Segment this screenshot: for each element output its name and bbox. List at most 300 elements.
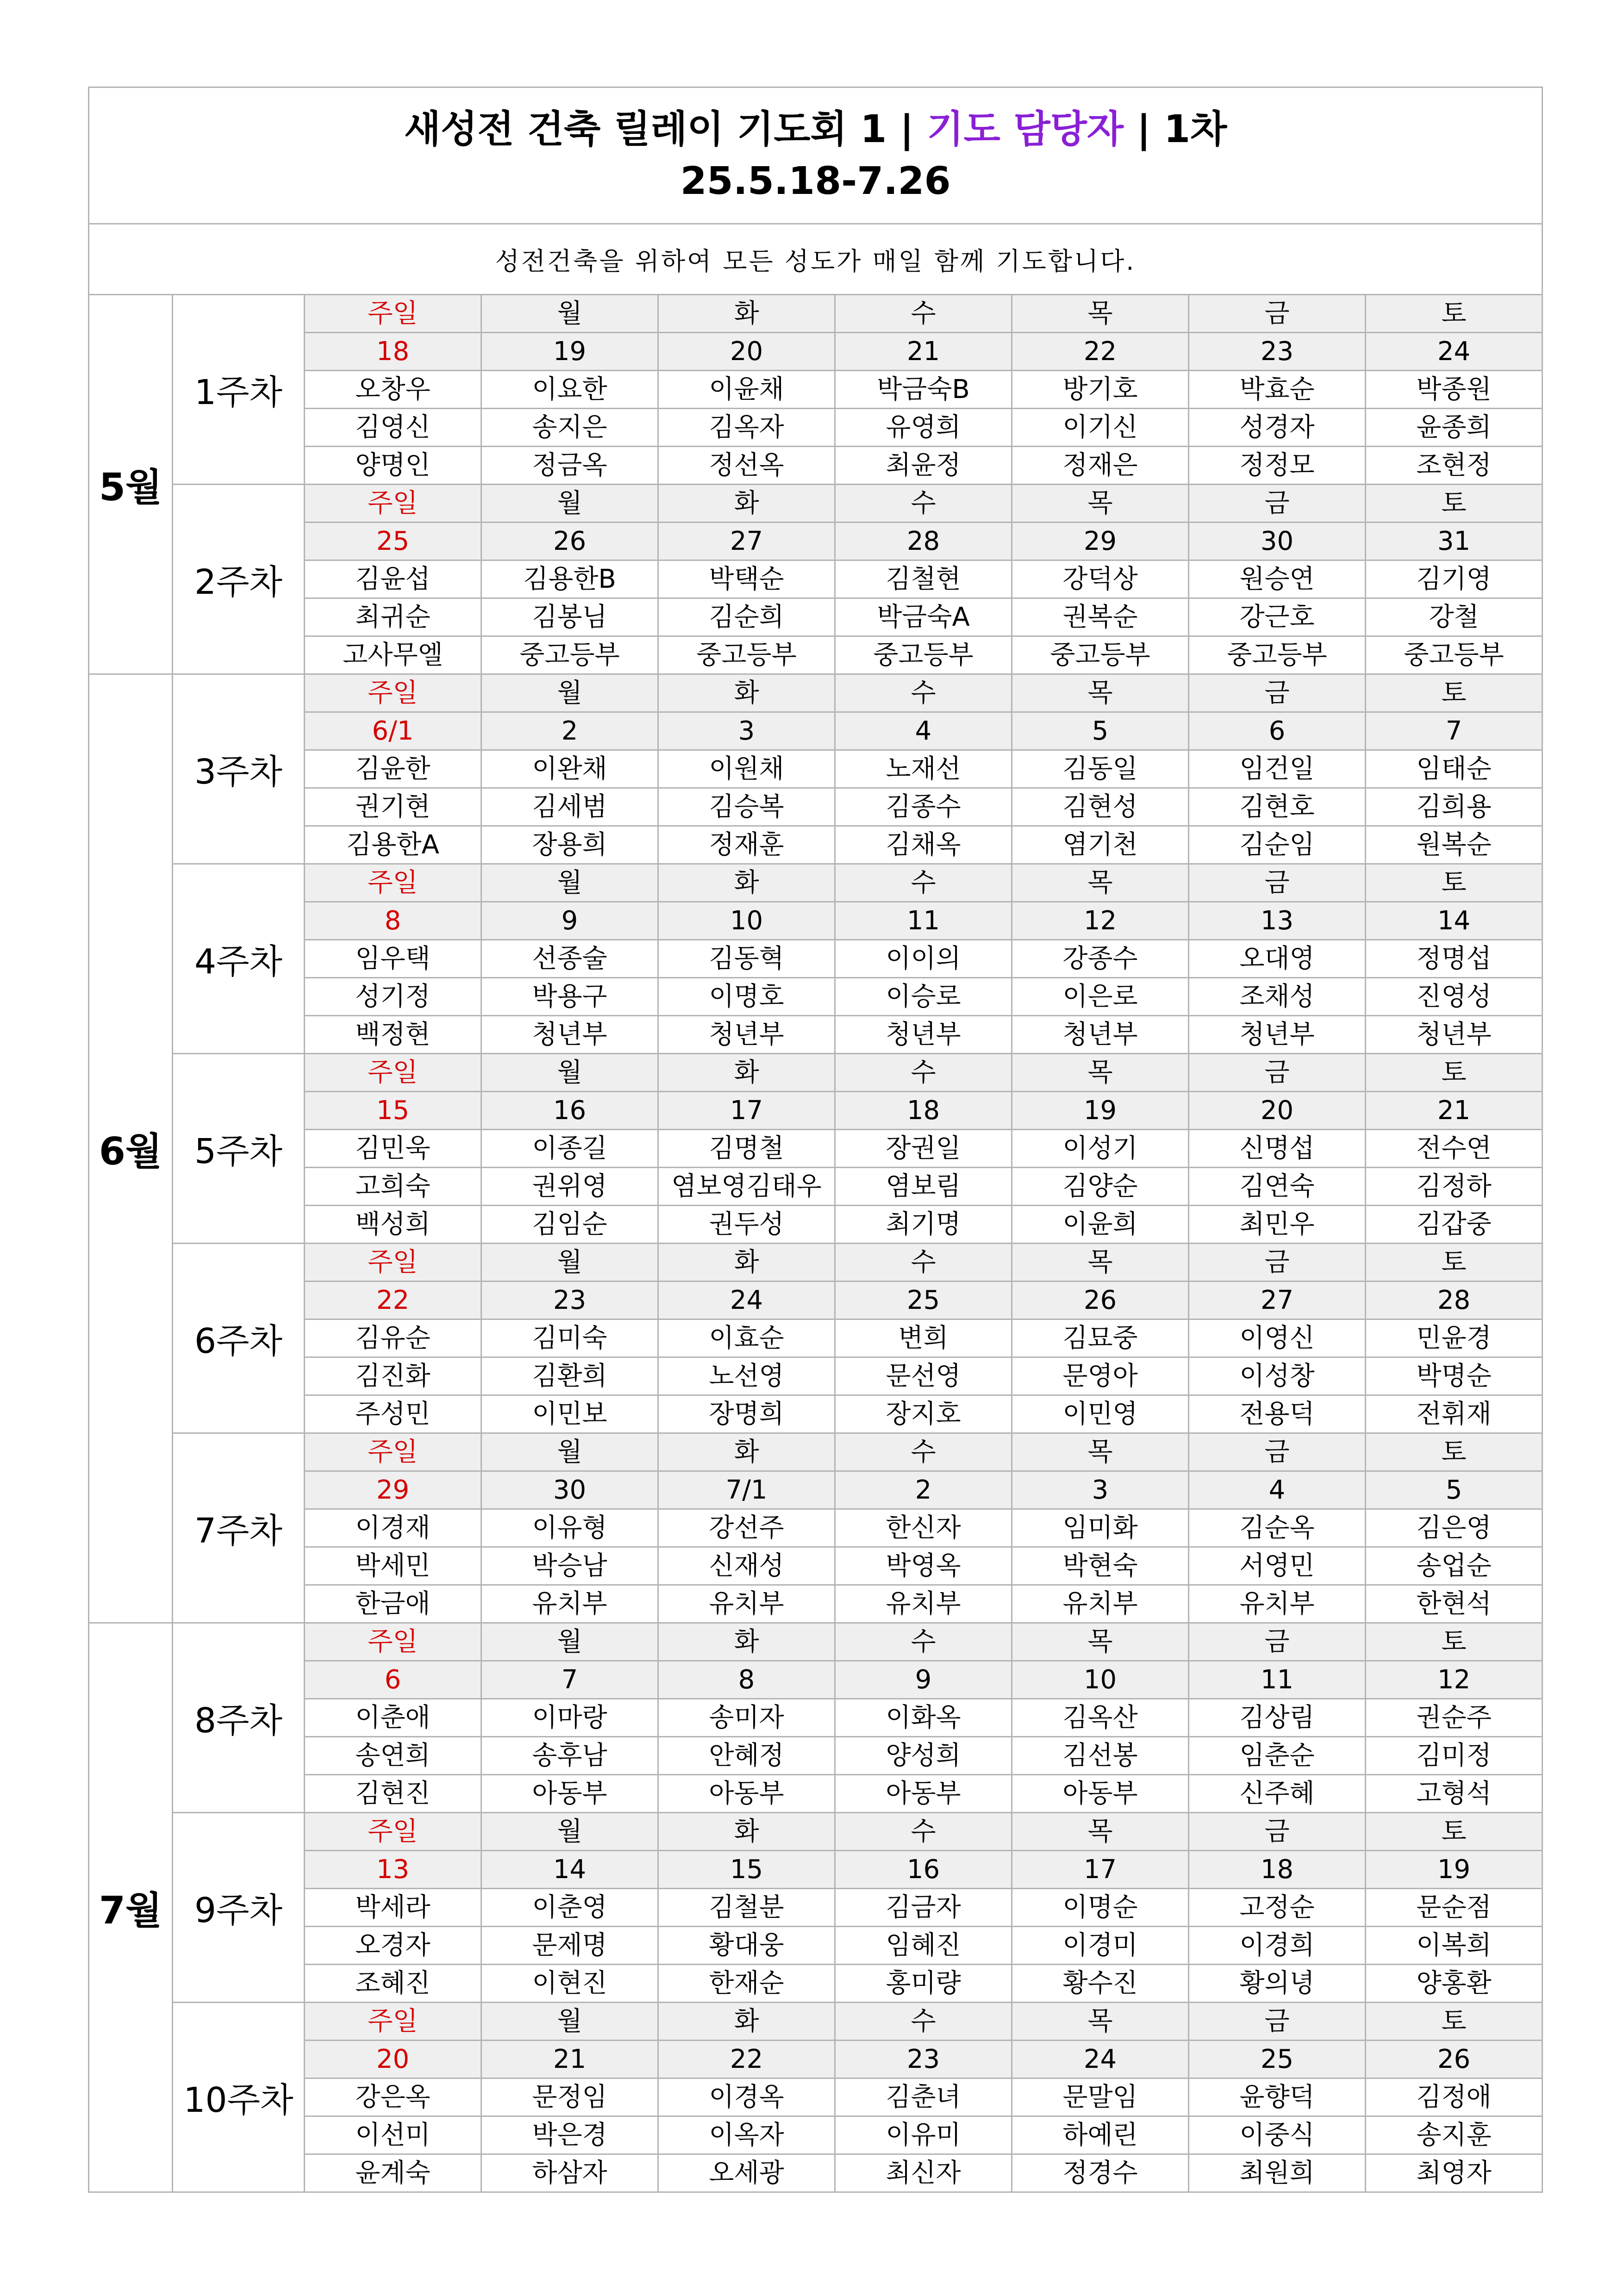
name-cell: 김연숙 (1189, 1168, 1366, 1206)
name-cell: 임태순 (1366, 750, 1543, 788)
weekday-header: 주일 (305, 674, 481, 712)
name-cell: 김유순 (305, 1319, 481, 1357)
name-cell: 선종술 (481, 940, 658, 978)
weekday-header: 금 (1189, 1623, 1366, 1661)
name-row (89, 2116, 1543, 2154)
name-cell: 성기정 (305, 978, 481, 1016)
name-cell: 김철분 (658, 1889, 835, 1927)
name-cell: 아동부 (658, 1775, 835, 1813)
name-row (89, 598, 1543, 636)
name-cell: 윤종희 (1366, 409, 1543, 447)
name-cell: 조채성 (1189, 978, 1366, 1016)
name-row (89, 1168, 1543, 1206)
date-cell: 9 (835, 1661, 1012, 1699)
name-cell: 김진화 (305, 1357, 481, 1395)
name-cell: 강근호 (1189, 598, 1366, 636)
name-cell: 이화옥 (835, 1699, 1012, 1737)
date-cell: 25 (835, 1282, 1012, 1319)
name-cell: 황대웅 (658, 1927, 835, 1965)
weekday-header: 수 (835, 674, 1012, 712)
name-cell: 정재훈 (658, 826, 835, 864)
date-cell: 26 (481, 523, 658, 560)
name-cell: 최신자 (835, 2154, 1012, 2192)
name-cell: 노재선 (835, 750, 1012, 788)
date-cell: 24 (1012, 2041, 1189, 2078)
name-cell: 변희 (835, 1319, 1012, 1357)
name-cell: 김환희 (481, 1357, 658, 1395)
name-cell: 황의녕 (1189, 1965, 1366, 2003)
name-cell: 권순주 (1366, 1699, 1543, 1737)
name-row (89, 1547, 1543, 1585)
name-cell: 김순옥 (1189, 1509, 1366, 1547)
weekday-header: 수 (835, 1813, 1012, 1851)
date-cell: 14 (481, 1851, 658, 1889)
date-cell: 22 (658, 2041, 835, 2078)
date-cell: 17 (1012, 1851, 1189, 1889)
date-cell: 5 (1366, 1471, 1543, 1509)
title-accent: 기도 담당자 (927, 107, 1124, 151)
week-label: 9주차 (173, 1813, 305, 2003)
weekday-header: 수 (835, 1433, 1012, 1471)
name-cell: 한현석 (1366, 1585, 1543, 1623)
name-cell: 임미화 (1012, 1509, 1189, 1547)
name-cell: 청년부 (1366, 1016, 1543, 1054)
name-cell: 유영희 (835, 409, 1012, 447)
name-cell: 중고등부 (481, 636, 658, 674)
name-cell: 신명섭 (1189, 1130, 1366, 1168)
name-cell: 중고등부 (1012, 636, 1189, 674)
weekday-header: 월 (481, 1433, 658, 1471)
date-cell: 21 (835, 333, 1012, 371)
name-cell: 이유미 (835, 2116, 1012, 2154)
name-row (89, 750, 1543, 788)
name-cell: 김옥산 (1012, 1699, 1189, 1737)
name-cell: 이선미 (305, 2116, 481, 2154)
name-cell: 김양순 (1012, 1168, 1189, 1206)
name-cell: 김윤한 (305, 750, 481, 788)
name-cell: 신주혜 (1189, 1775, 1366, 1813)
name-cell: 청년부 (835, 1016, 1012, 1054)
weekday-header: 주일 (305, 1054, 481, 1092)
week-date-row (89, 1471, 1543, 1509)
week-header-row (89, 1054, 1543, 1092)
name-cell: 김동일 (1012, 750, 1189, 788)
week-label: 8주차 (173, 1623, 305, 1813)
week-header-row (89, 674, 1543, 712)
name-cell: 최영자 (1366, 2154, 1543, 2192)
name-cell: 박효순 (1189, 371, 1366, 409)
weekday-header: 수 (835, 485, 1012, 523)
name-cell: 김춘녀 (835, 2078, 1012, 2116)
weekday-header: 화 (658, 1054, 835, 1092)
name-cell: 김동혁 (658, 940, 835, 978)
date-cell: 4 (1189, 1471, 1366, 1509)
weekday-header: 화 (658, 1623, 835, 1661)
name-cell: 이윤채 (658, 371, 835, 409)
date-cell: 27 (1189, 1282, 1366, 1319)
weekday-header: 화 (658, 2003, 835, 2041)
name-cell: 박은경 (481, 2116, 658, 2154)
name-cell: 원승연 (1189, 560, 1366, 598)
week-header-row (89, 1433, 1543, 1471)
date-cell: 20 (1189, 1092, 1366, 1130)
name-cell: 중고등부 (1366, 636, 1543, 674)
name-cell: 송후남 (481, 1737, 658, 1775)
weekday-header: 토 (1366, 1244, 1543, 1282)
name-cell: 오창우 (305, 371, 481, 409)
weekday-header: 화 (658, 674, 835, 712)
name-cell: 이경재 (305, 1509, 481, 1547)
date-cell: 18 (835, 1092, 1012, 1130)
date-cell: 18 (1189, 1851, 1366, 1889)
date-cell: 7/1 (658, 1471, 835, 1509)
name-cell: 이성창 (1189, 1357, 1366, 1395)
name-cell: 김미숙 (481, 1319, 658, 1357)
name-cell: 고사무엘 (305, 636, 481, 674)
name-cell: 청년부 (1012, 1016, 1189, 1054)
weekday-header: 수 (835, 1054, 1012, 1092)
name-cell: 이경희 (1189, 1927, 1366, 1965)
weekday-header: 목 (1012, 1054, 1189, 1092)
name-cell: 정경수 (1012, 2154, 1189, 2192)
weekday-header: 목 (1012, 295, 1189, 333)
name-cell: 김선봉 (1012, 1737, 1189, 1775)
week-label: 1주차 (173, 295, 305, 485)
date-cell: 11 (835, 902, 1012, 940)
name-cell: 김상림 (1189, 1699, 1366, 1737)
name-cell: 박세라 (305, 1889, 481, 1927)
name-cell: 송업순 (1366, 1547, 1543, 1585)
name-cell: 윤계숙 (305, 2154, 481, 2192)
name-cell: 김갑중 (1366, 1206, 1543, 1244)
prayer-schedule-table (88, 87, 1543, 2193)
date-cell: 15 (305, 1092, 481, 1130)
name-cell: 문선영 (835, 1357, 1012, 1395)
name-cell: 김희용 (1366, 788, 1543, 826)
date-cell: 9 (481, 902, 658, 940)
name-cell: 이윤희 (1012, 1206, 1189, 1244)
weekday-header: 목 (1012, 1244, 1189, 1282)
name-cell: 박택순 (658, 560, 835, 598)
name-cell: 김철현 (835, 560, 1012, 598)
name-cell: 이경옥 (658, 2078, 835, 2116)
name-cell: 고희숙 (305, 1168, 481, 1206)
name-cell: 김봉님 (481, 598, 658, 636)
date-cell: 13 (1189, 902, 1366, 940)
weekday-header: 토 (1366, 485, 1543, 523)
name-cell: 이효순 (658, 1319, 835, 1357)
name-cell: 염기천 (1012, 826, 1189, 864)
name-cell: 최귀순 (305, 598, 481, 636)
name-cell: 한재순 (658, 1965, 835, 2003)
name-cell: 민윤경 (1366, 1319, 1543, 1357)
week-header-row (89, 485, 1543, 523)
name-cell: 아동부 (481, 1775, 658, 1813)
name-cell: 이춘애 (305, 1699, 481, 1737)
date-cell: 19 (1366, 1851, 1543, 1889)
weekday-header: 수 (835, 1623, 1012, 1661)
weekday-header: 주일 (305, 1623, 481, 1661)
date-cell: 7 (481, 1661, 658, 1699)
name-cell: 이유형 (481, 1509, 658, 1547)
name-cell: 김순희 (658, 598, 835, 636)
name-row (89, 1130, 1543, 1168)
week-header-row (89, 864, 1543, 902)
date-cell: 30 (481, 1471, 658, 1509)
name-row (89, 1775, 1543, 1813)
weekday-header: 금 (1189, 2003, 1366, 2041)
name-cell: 염보영김태우 (658, 1168, 835, 1206)
name-cell: 문제명 (481, 1927, 658, 1965)
date-cell: 3 (658, 712, 835, 750)
name-cell: 강선주 (658, 1509, 835, 1547)
weekday-header: 월 (481, 1054, 658, 1092)
weekday-header: 금 (1189, 295, 1366, 333)
date-cell: 11 (1189, 1661, 1366, 1699)
name-cell: 김현진 (305, 1775, 481, 1813)
name-cell: 박현숙 (1012, 1547, 1189, 1585)
date-cell: 26 (1366, 2041, 1543, 2078)
name-row (89, 1357, 1543, 1395)
name-cell: 임혜진 (835, 1927, 1012, 1965)
name-row (89, 1509, 1543, 1547)
name-cell: 박금숙A (835, 598, 1012, 636)
name-cell: 이마랑 (481, 1699, 658, 1737)
name-cell: 유치부 (481, 1585, 658, 1623)
name-cell: 김금자 (835, 1889, 1012, 1927)
name-cell: 최윤정 (835, 447, 1012, 485)
name-cell: 김임순 (481, 1206, 658, 1244)
name-cell: 유치부 (1012, 1585, 1189, 1623)
name-cell: 주성민 (305, 1395, 481, 1433)
weekday-header: 토 (1366, 1433, 1543, 1471)
name-cell: 유치부 (1189, 1585, 1366, 1623)
name-cell: 김순임 (1189, 826, 1366, 864)
date-cell: 16 (835, 1851, 1012, 1889)
name-cell: 정정모 (1189, 447, 1366, 485)
page-subtitle: 성전건축을 위하여 모든 성도가 매일 함께 기도합니다. (89, 224, 1543, 295)
name-cell: 하예린 (1012, 2116, 1189, 2154)
date-cell: 12 (1366, 1661, 1543, 1699)
date-cell: 2 (481, 712, 658, 750)
name-cell: 이경미 (1012, 1927, 1189, 1965)
week-header-row (89, 2003, 1543, 2041)
name-cell: 김은영 (1366, 1509, 1543, 1547)
name-cell: 장지호 (835, 1395, 1012, 1433)
name-cell: 이중식 (1189, 2116, 1366, 2154)
name-row (89, 1927, 1543, 1965)
name-cell: 유치부 (835, 1585, 1012, 1623)
date-cell: 23 (481, 1282, 658, 1319)
name-cell: 김윤섭 (305, 560, 481, 598)
month-label: 6월 (89, 674, 173, 1623)
name-cell: 이승로 (835, 978, 1012, 1016)
name-cell: 장권일 (835, 1130, 1012, 1168)
month-label: 7월 (89, 1623, 173, 2192)
date-cell: 2 (835, 1471, 1012, 1509)
date-cell: 22 (1012, 333, 1189, 371)
weekday-header: 토 (1366, 295, 1543, 333)
weekday-header: 화 (658, 1244, 835, 1282)
weekday-header: 화 (658, 864, 835, 902)
name-cell: 조혜진 (305, 1965, 481, 2003)
week-label: 3주차 (173, 674, 305, 864)
weekday-header: 금 (1189, 485, 1366, 523)
name-cell: 김용한B (481, 560, 658, 598)
name-cell: 송지은 (481, 409, 658, 447)
name-cell: 권위영 (481, 1168, 658, 1206)
name-cell: 이요한 (481, 371, 658, 409)
title-part-2: | 1차 (1137, 107, 1227, 151)
date-cell: 15 (658, 1851, 835, 1889)
name-cell: 권두성 (658, 1206, 835, 1244)
name-cell: 중고등부 (835, 636, 1012, 674)
weekday-header: 금 (1189, 1433, 1366, 1471)
week-date-row (89, 902, 1543, 940)
weekday-header: 토 (1366, 864, 1543, 902)
name-row (89, 1965, 1543, 2003)
name-cell: 이성기 (1012, 1130, 1189, 1168)
name-cell: 문정임 (481, 2078, 658, 2116)
date-cell: 18 (305, 333, 481, 371)
name-cell: 이영신 (1189, 1319, 1366, 1357)
weekday-header: 수 (835, 864, 1012, 902)
date-cell: 28 (835, 523, 1012, 560)
name-cell: 임우택 (305, 940, 481, 978)
name-cell: 문영아 (1012, 1357, 1189, 1395)
name-row (89, 1016, 1543, 1054)
name-cell: 김미정 (1366, 1737, 1543, 1775)
week-label: 2주차 (173, 485, 305, 674)
name-cell: 조현정 (1366, 447, 1543, 485)
name-cell: 정명섭 (1366, 940, 1543, 978)
name-cell: 정선옥 (658, 447, 835, 485)
weekday-header: 목 (1012, 1623, 1189, 1661)
name-cell: 백정현 (305, 1016, 481, 1054)
weekday-header: 목 (1012, 864, 1189, 902)
date-cell: 6 (305, 1661, 481, 1699)
name-cell: 장용희 (481, 826, 658, 864)
name-cell: 양성희 (835, 1737, 1012, 1775)
name-row (89, 1585, 1543, 1623)
name-row (89, 636, 1543, 674)
weekday-header: 월 (481, 1813, 658, 1851)
weekday-header: 화 (658, 1813, 835, 1851)
date-cell: 19 (1012, 1092, 1189, 1130)
name-cell: 장명희 (658, 1395, 835, 1433)
date-cell: 27 (658, 523, 835, 560)
weekday-header: 목 (1012, 1813, 1189, 1851)
weekday-header: 토 (1366, 1623, 1543, 1661)
name-cell: 강은옥 (305, 2078, 481, 2116)
name-cell: 문말임 (1012, 2078, 1189, 2116)
name-cell: 안혜정 (658, 1737, 835, 1775)
week-label: 5주차 (173, 1054, 305, 1244)
name-cell: 고정순 (1189, 1889, 1366, 1927)
name-row (89, 2154, 1543, 2192)
weekday-header: 월 (481, 1244, 658, 1282)
name-cell: 임건일 (1189, 750, 1366, 788)
name-cell: 이명순 (1012, 1889, 1189, 1927)
name-cell: 김영신 (305, 409, 481, 447)
name-cell: 이춘영 (481, 1889, 658, 1927)
name-cell: 박승남 (481, 1547, 658, 1585)
weekday-header: 토 (1366, 674, 1543, 712)
date-cell: 20 (658, 333, 835, 371)
name-cell: 이종길 (481, 1130, 658, 1168)
weekday-header: 주일 (305, 295, 481, 333)
name-cell: 중고등부 (1189, 636, 1366, 674)
date-cell: 19 (481, 333, 658, 371)
weekday-header: 주일 (305, 2003, 481, 2041)
name-cell: 방기호 (1012, 371, 1189, 409)
name-cell: 박금숙B (835, 371, 1012, 409)
name-cell: 이명호 (658, 978, 835, 1016)
week-date-row (89, 333, 1543, 371)
name-cell: 송미자 (658, 1699, 835, 1737)
week-date-row (89, 2041, 1543, 2078)
name-row (89, 560, 1543, 598)
weekday-header: 금 (1189, 674, 1366, 712)
date-cell: 24 (1366, 333, 1543, 371)
name-cell: 아동부 (1012, 1775, 1189, 1813)
name-cell: 김민욱 (305, 1130, 481, 1168)
weekday-header: 월 (481, 674, 658, 712)
date-cell: 22 (305, 1282, 481, 1319)
weekday-header: 주일 (305, 1813, 481, 1851)
name-row (89, 1737, 1543, 1775)
name-cell: 진영성 (1366, 978, 1543, 1016)
weekday-header: 월 (481, 864, 658, 902)
date-cell: 25 (305, 523, 481, 560)
name-cell: 박용구 (481, 978, 658, 1016)
name-cell: 김세범 (481, 788, 658, 826)
date-cell: 12 (1012, 902, 1189, 940)
date-cell: 3 (1012, 1471, 1189, 1509)
weekday-header: 목 (1012, 674, 1189, 712)
weekday-header: 금 (1189, 864, 1366, 902)
name-cell: 김승복 (658, 788, 835, 826)
name-cell: 김옥자 (658, 409, 835, 447)
date-cell: 29 (305, 1471, 481, 1509)
date-cell: 26 (1012, 1282, 1189, 1319)
date-cell: 24 (658, 1282, 835, 1319)
name-cell: 유치부 (658, 1585, 835, 1623)
name-cell: 신재성 (658, 1547, 835, 1585)
name-cell: 하삼자 (481, 2154, 658, 2192)
name-cell: 이옥자 (658, 2116, 835, 2154)
name-cell: 원복순 (1366, 826, 1543, 864)
name-cell: 한신자 (835, 1509, 1012, 1547)
name-cell: 홍미량 (835, 1965, 1012, 2003)
week-date-row (89, 712, 1543, 750)
name-row (89, 1395, 1543, 1433)
week-date-row (89, 523, 1543, 560)
name-row (89, 978, 1543, 1016)
name-row (89, 447, 1543, 485)
weekday-header: 목 (1012, 2003, 1189, 2041)
name-cell: 노선영 (658, 1357, 835, 1395)
date-cell: 16 (481, 1092, 658, 1130)
week-header-row (89, 1244, 1543, 1282)
name-cell: 임춘순 (1189, 1737, 1366, 1775)
name-cell: 이완채 (481, 750, 658, 788)
name-row (89, 1889, 1543, 1927)
week-header-row (89, 1623, 1543, 1661)
date-cell: 7 (1366, 712, 1543, 750)
name-cell: 이은로 (1012, 978, 1189, 1016)
name-cell: 권기현 (305, 788, 481, 826)
